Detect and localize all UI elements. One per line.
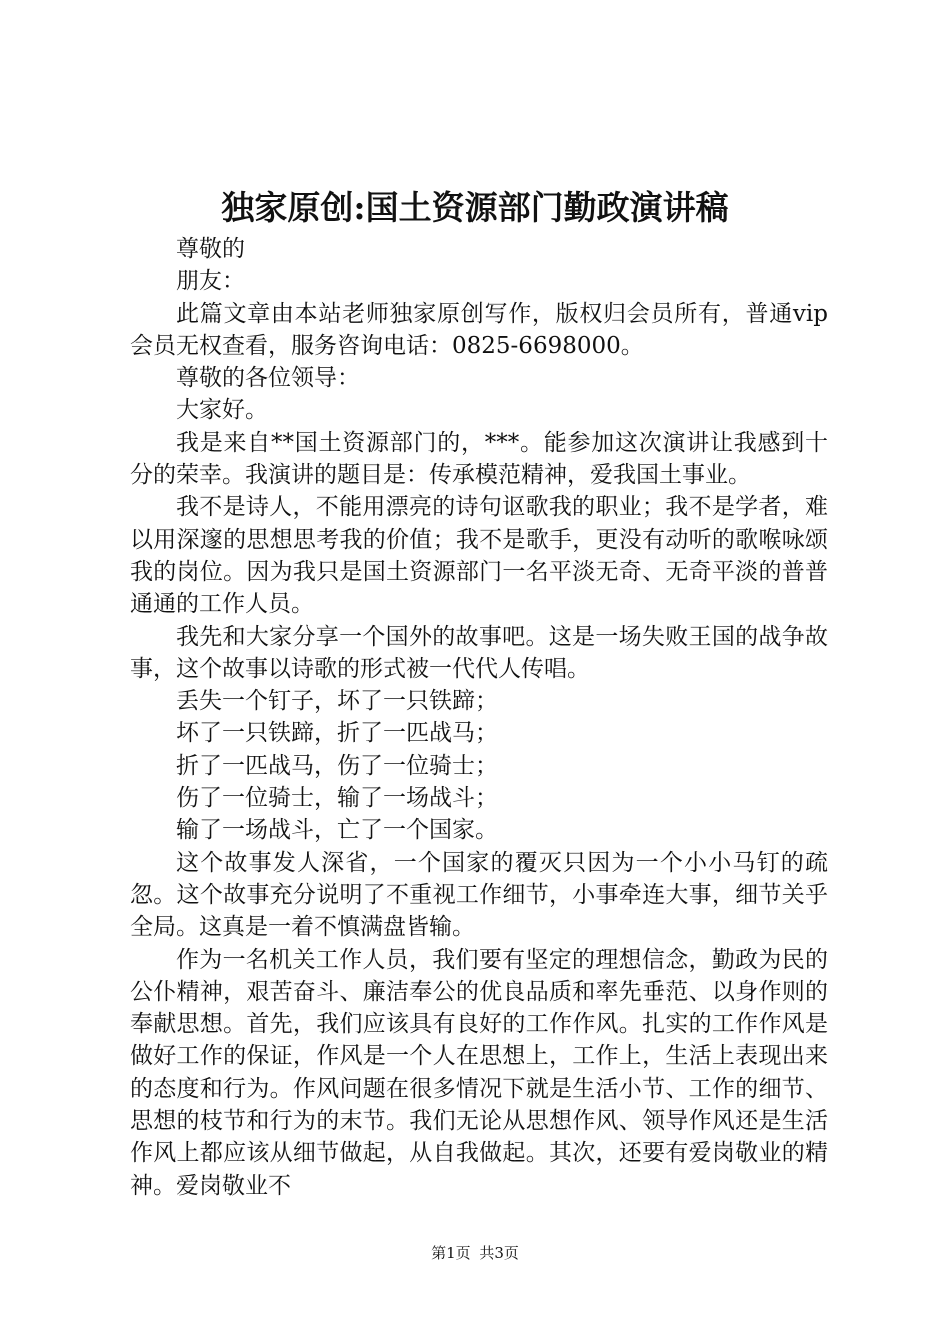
paragraph: 大家好。 <box>176 397 268 424</box>
poem-line: 坏了一只铁蹄，折了一匹战马； <box>176 720 498 747</box>
poem-line: 伤了一位骑士，输了一场战斗； <box>176 785 498 812</box>
paragraph: 尊敬的各位领导： <box>176 365 360 392</box>
paragraph: 我是来自**国土资源部门的，***。能参加这次演讲让我感到十分的荣幸。我演讲的题目是：传承模范精神，爱我国土事业。 <box>130 429 828 489</box>
paragraph: 朋友： <box>176 268 245 295</box>
paragraph: 这个故事发人深省，一个国家的覆灭只因为一个小小马钉的疏忽。这个故事充分说明了不重视工作细节，小事牵连大事，细节关乎全局。这真是一着不慎满盘皆输。 <box>130 849 828 941</box>
poem-line: 折了一匹战马，伤了一位骑士； <box>176 752 498 779</box>
page-footer <box>0 1242 950 1264</box>
page-total: 共3页 <box>479 1244 519 1262</box>
poem-line: 输了一场战斗，亡了一个国家。 <box>176 817 498 844</box>
document-title: 独家原创:国土资源部门勤政演讲稿 <box>221 188 729 227</box>
paragraph: 我不是诗人，不能用漂亮的诗句讴歌我的职业；我不是学者，难以用深邃的思想思考我的价值；我不是歌手，更没有动听的歌喉咏颂我的岗位。因为我只是国土资源部门一名平淡无奇、无奇平淡的普普通通的工作人员。 <box>130 494 828 618</box>
poem-line: 丢失一个钉子，坏了一只铁蹄； <box>176 688 498 715</box>
paragraph: 此篇文章由本站老师独家原创写作，版权归会员所有，普通vip会员无权查看，服务咨询电话：0825-6698000。 <box>130 300 828 359</box>
paragraph: 作为一名机关工作人员，我们要有坚定的理想信念，勤政为民的公仆精神，艰苦奋斗、廉洁奉公的优良品质和率先垂范、以身作则的奉献思想。首先，我们应该具有良好的工作作风。扎实的工作作风是做好工作的保证，作风是一个人在思想上，工作上，生活上表现出来的态度和行为。作风问题在很多情况下就是生活小节、工作的细节、思想的枝节和行为的末节。我们无论从思想作风、领导作风还是生活作风上都应该从细节做起，从自我做起。其次，还要有爱岗敬业的精神。爱岗敬业不 <box>130 946 828 1199</box>
document-body <box>130 233 828 1202</box>
page-number: 第1页 <box>431 1244 471 1262</box>
paragraph: 我先和大家分享一个国外的故事吧。这是一场失败王国的战争故事，这个故事以诗歌的形式被一代代人传唱。 <box>130 623 828 682</box>
paragraph: 尊敬的 <box>176 236 245 262</box>
